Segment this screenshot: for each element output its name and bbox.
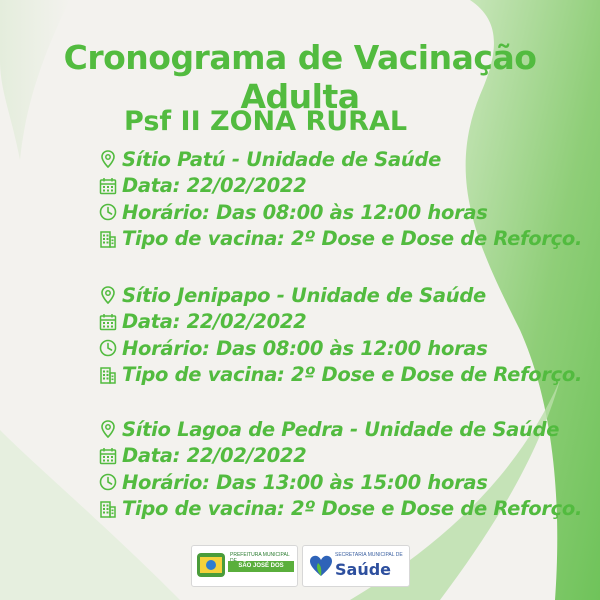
municipality-name: SÃO JOSÉ DOS RAMOS: [228, 561, 294, 572]
site-location-text: Sítio Lagoa de Pedra - Unidade de Saúde: [122, 417, 560, 441]
calendar-icon: [98, 446, 118, 466]
page-title: Cronograma de Vacinação Adulta: [63, 38, 537, 116]
site-date-line: [98, 173, 582, 200]
clock-icon: [98, 472, 118, 492]
health-logo: [302, 545, 410, 587]
municipality-small-text: PREFEITURA MUNICIPAL: [230, 552, 290, 558]
site-date-text: Data: 22/02/2022: [122, 310, 307, 334]
site-date-text: Data: 22/02/2022: [122, 444, 307, 468]
site-time-line: [98, 469, 582, 496]
clock-icon: [98, 338, 118, 358]
site-time-text: Horário: Das 13:00 às 15:00 horas: [122, 470, 488, 494]
heart-icon: [308, 553, 334, 579]
site-vaccine-text: Tipo de vacina: 2º Dose e Dose de Reforço.: [122, 497, 583, 521]
schedule-site: [98, 282, 582, 388]
calendar-icon: [98, 312, 118, 332]
site-date-text: Data: 22/02/2022: [122, 174, 307, 198]
site-time-text: Horário: Das 08:00 às 12:00 horas: [122, 200, 488, 224]
building-icon: [98, 365, 118, 385]
site-date-line: [98, 443, 582, 470]
site-date-line: [98, 309, 582, 336]
building-icon: [98, 229, 118, 249]
site-location-line: [98, 282, 582, 309]
site-vaccine-text: Tipo de vacina: 2º Dose e Dose de Reforço.: [122, 363, 583, 387]
site-location-line: [98, 146, 582, 173]
municipality-logo: [191, 545, 298, 587]
page-subtitle: Psf II ZONA RURAL: [124, 106, 408, 137]
site-vaccine-line: [98, 362, 582, 389]
municipal-crest-icon: [196, 550, 226, 580]
schedule-site: [98, 146, 582, 252]
site-vaccine-text: Tipo de vacina: 2º Dose e Dose de Reforço.: [122, 227, 583, 251]
footer-logos: [191, 545, 409, 585]
map-pin-icon: [98, 419, 118, 439]
site-vaccine-line: [98, 496, 582, 523]
site-time-line: [98, 335, 582, 362]
building-icon: [98, 499, 118, 519]
calendar-icon: [98, 176, 118, 196]
clock-icon: [98, 202, 118, 222]
site-vaccine-line: [98, 226, 582, 253]
site-location-text: Sítio Patú - Unidade de Saúde: [122, 147, 442, 171]
health-small-text: SECRETARIA MUNICIPAL DE: [335, 552, 403, 558]
schedule-site: [98, 416, 582, 522]
map-pin-icon: [98, 285, 118, 305]
site-location-text: Sítio Jenipapo - Unidade de Saúde: [122, 283, 486, 307]
site-time-text: Horário: Das 08:00 às 12:00 horas: [122, 336, 488, 360]
map-pin-icon: [98, 149, 118, 169]
site-time-line: [98, 199, 582, 226]
site-location-line: [98, 416, 582, 443]
health-name: Saúde: [335, 560, 392, 579]
